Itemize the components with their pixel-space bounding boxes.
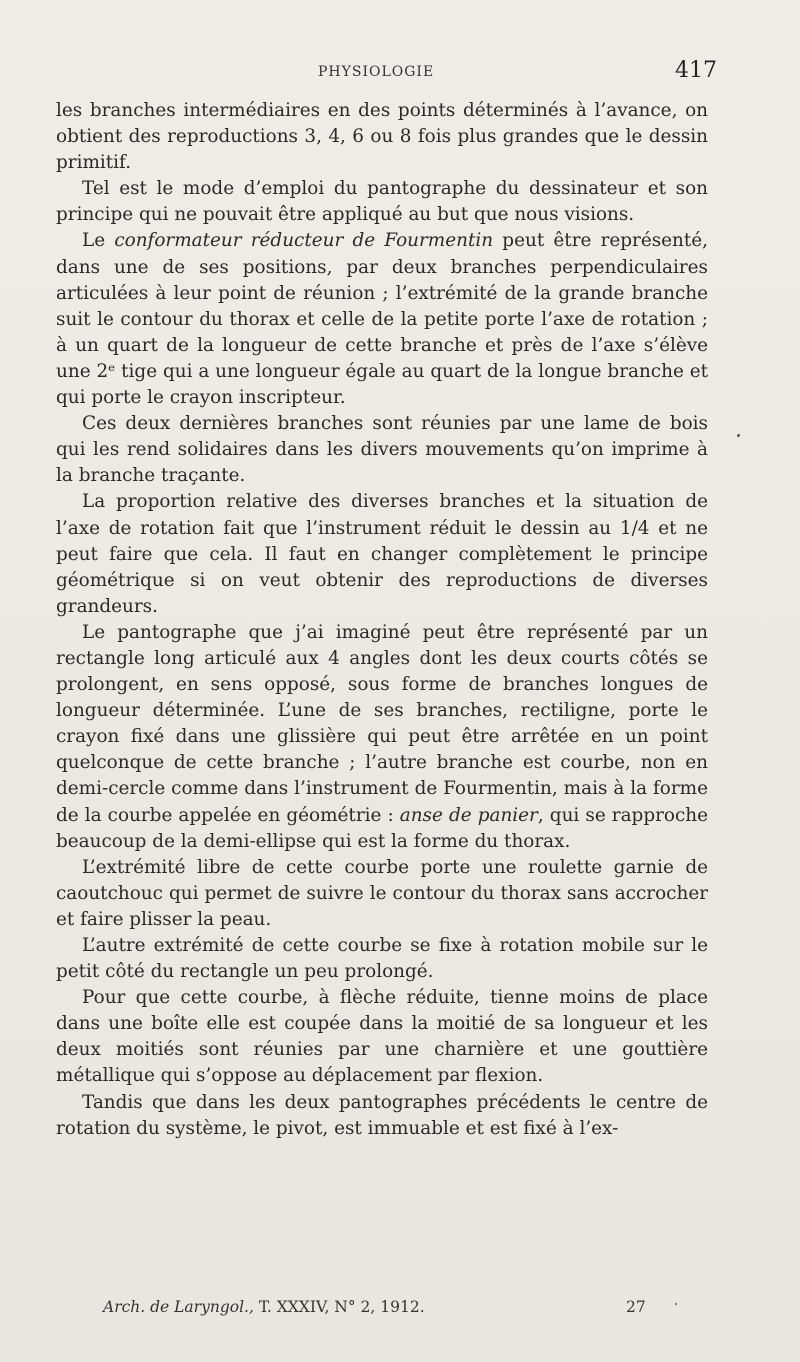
paragraph bbox=[56, 228, 708, 411]
paragraph bbox=[56, 489, 708, 619]
paragraph-italic: anse de panier bbox=[399, 804, 538, 826]
paragraph bbox=[56, 855, 708, 933]
paragraph bbox=[56, 1090, 708, 1142]
paragraph-text: Pour que cette courbe, à flèche réduite, tienne moins de place dans une boîte elle est coupée dans la moitié de sa longueur et les deux moitiés sont réunies par une charnière et une gouttière métallique qui s’oppose au déplacement par flexion. bbox=[56, 987, 708, 1087]
page-number: 417 bbox=[675, 58, 717, 83]
paragraph-text: La proportion relative des diverses branches et la situation de l’axe de rotation fait que l’instrument réduit le dessin au 1/4 et ne peut faire que cela. Il faut en changer complètement le principe géométrique si on veut obtenir des reproductions de diverses grandeurs. bbox=[56, 491, 708, 617]
paragraph bbox=[56, 411, 708, 489]
paragraph-text: , qui se rapproche beaucoup de la demi-ellipse qui est la forme du thorax. bbox=[56, 804, 708, 852]
journal-volume: T. XXXIV, N° 2, 1912. bbox=[258, 1298, 425, 1316]
page-footer bbox=[0, 1298, 800, 1322]
running-title: PHYSIOLOGIE bbox=[318, 64, 435, 80]
paragraph-italic: conformateur réducteur de Fourmentin bbox=[114, 230, 494, 252]
paragraph-text: Le bbox=[82, 230, 115, 252]
journal-reference bbox=[103, 1298, 425, 1316]
running-header bbox=[0, 58, 800, 88]
ink-speck bbox=[737, 434, 740, 437]
paragraph bbox=[56, 176, 708, 228]
paragraph-text: Tel est le mode d’emploi du pantographe du dessinateur et son principe qui ne pouvait être appliqué au but que nous visions. bbox=[56, 178, 708, 226]
journal-name: Arch. de Laryngol., bbox=[103, 1298, 254, 1316]
paragraph-text: Le pantographe que j’ai imaginé peut être représenté par un rectangle long articulé aux 4 angles dont les deux courts côtés se prolongent, en sens opposé, sous forme de branches longues de longueur déterminée. L’une de ses branches, rectiligne, porte le crayon fixé dans une glissière qui peut être arrêtée en un point quelconque de cette branche ; l’autre branche est courbe, non en demi-cercle comme dans l’instrument de Fourmentin, mais à la forme de la courbe appelée en géométrie : bbox=[56, 621, 708, 826]
paragraph-text: L’autre extrémité de cette courbe se fixe à rotation mobile sur le petit côté du rectangle un peu prolongé. bbox=[56, 935, 708, 983]
paragraph-text: Ces deux dernières branches sont réunies par une lame de bois qui les rend solidaires dans les divers mouvements qu’on imprime à la branche traçante. bbox=[56, 413, 708, 487]
signature-mark: 27 bbox=[626, 1298, 646, 1316]
paragraph bbox=[56, 985, 708, 1089]
paragraph-text: Tandis que dans les deux pantographes précédents le centre de rotation du système, le pivot, est immuable et est fixé à l’ex- bbox=[56, 1091, 708, 1139]
paragraph-text: L’extrémité libre de cette courbe porte une roulette garnie de caoutchouc qui permet de suivre le contour du thorax sans accrocher et faire plisser la peau. bbox=[56, 856, 708, 930]
body-text bbox=[56, 98, 708, 1142]
paragraph-text: les branches intermédiaires en des points déterminés à l’avance, on obtient des reproductions 3, 4, 6 ou 8 fois plus grandes que le dessin primitif. bbox=[56, 100, 708, 174]
paragraph bbox=[56, 620, 708, 855]
ink-speck bbox=[675, 1303, 677, 1305]
paragraph bbox=[56, 98, 708, 176]
paragraph bbox=[56, 933, 708, 985]
paragraph-text: peut être représenté, dans une de ses positions, par deux branches perpendiculaires articulées à leur point de réunion ; l’extrémité de la grande branche suit le contour du thorax et celle de la petite porte l’axe de rotation ; à un quart de la longueur de cette branche et près de l’axe s’élève une 2ᵉ tige qui a une longueur égale au quart de la longue branche et qui porte le crayon inscripteur. bbox=[56, 230, 708, 409]
